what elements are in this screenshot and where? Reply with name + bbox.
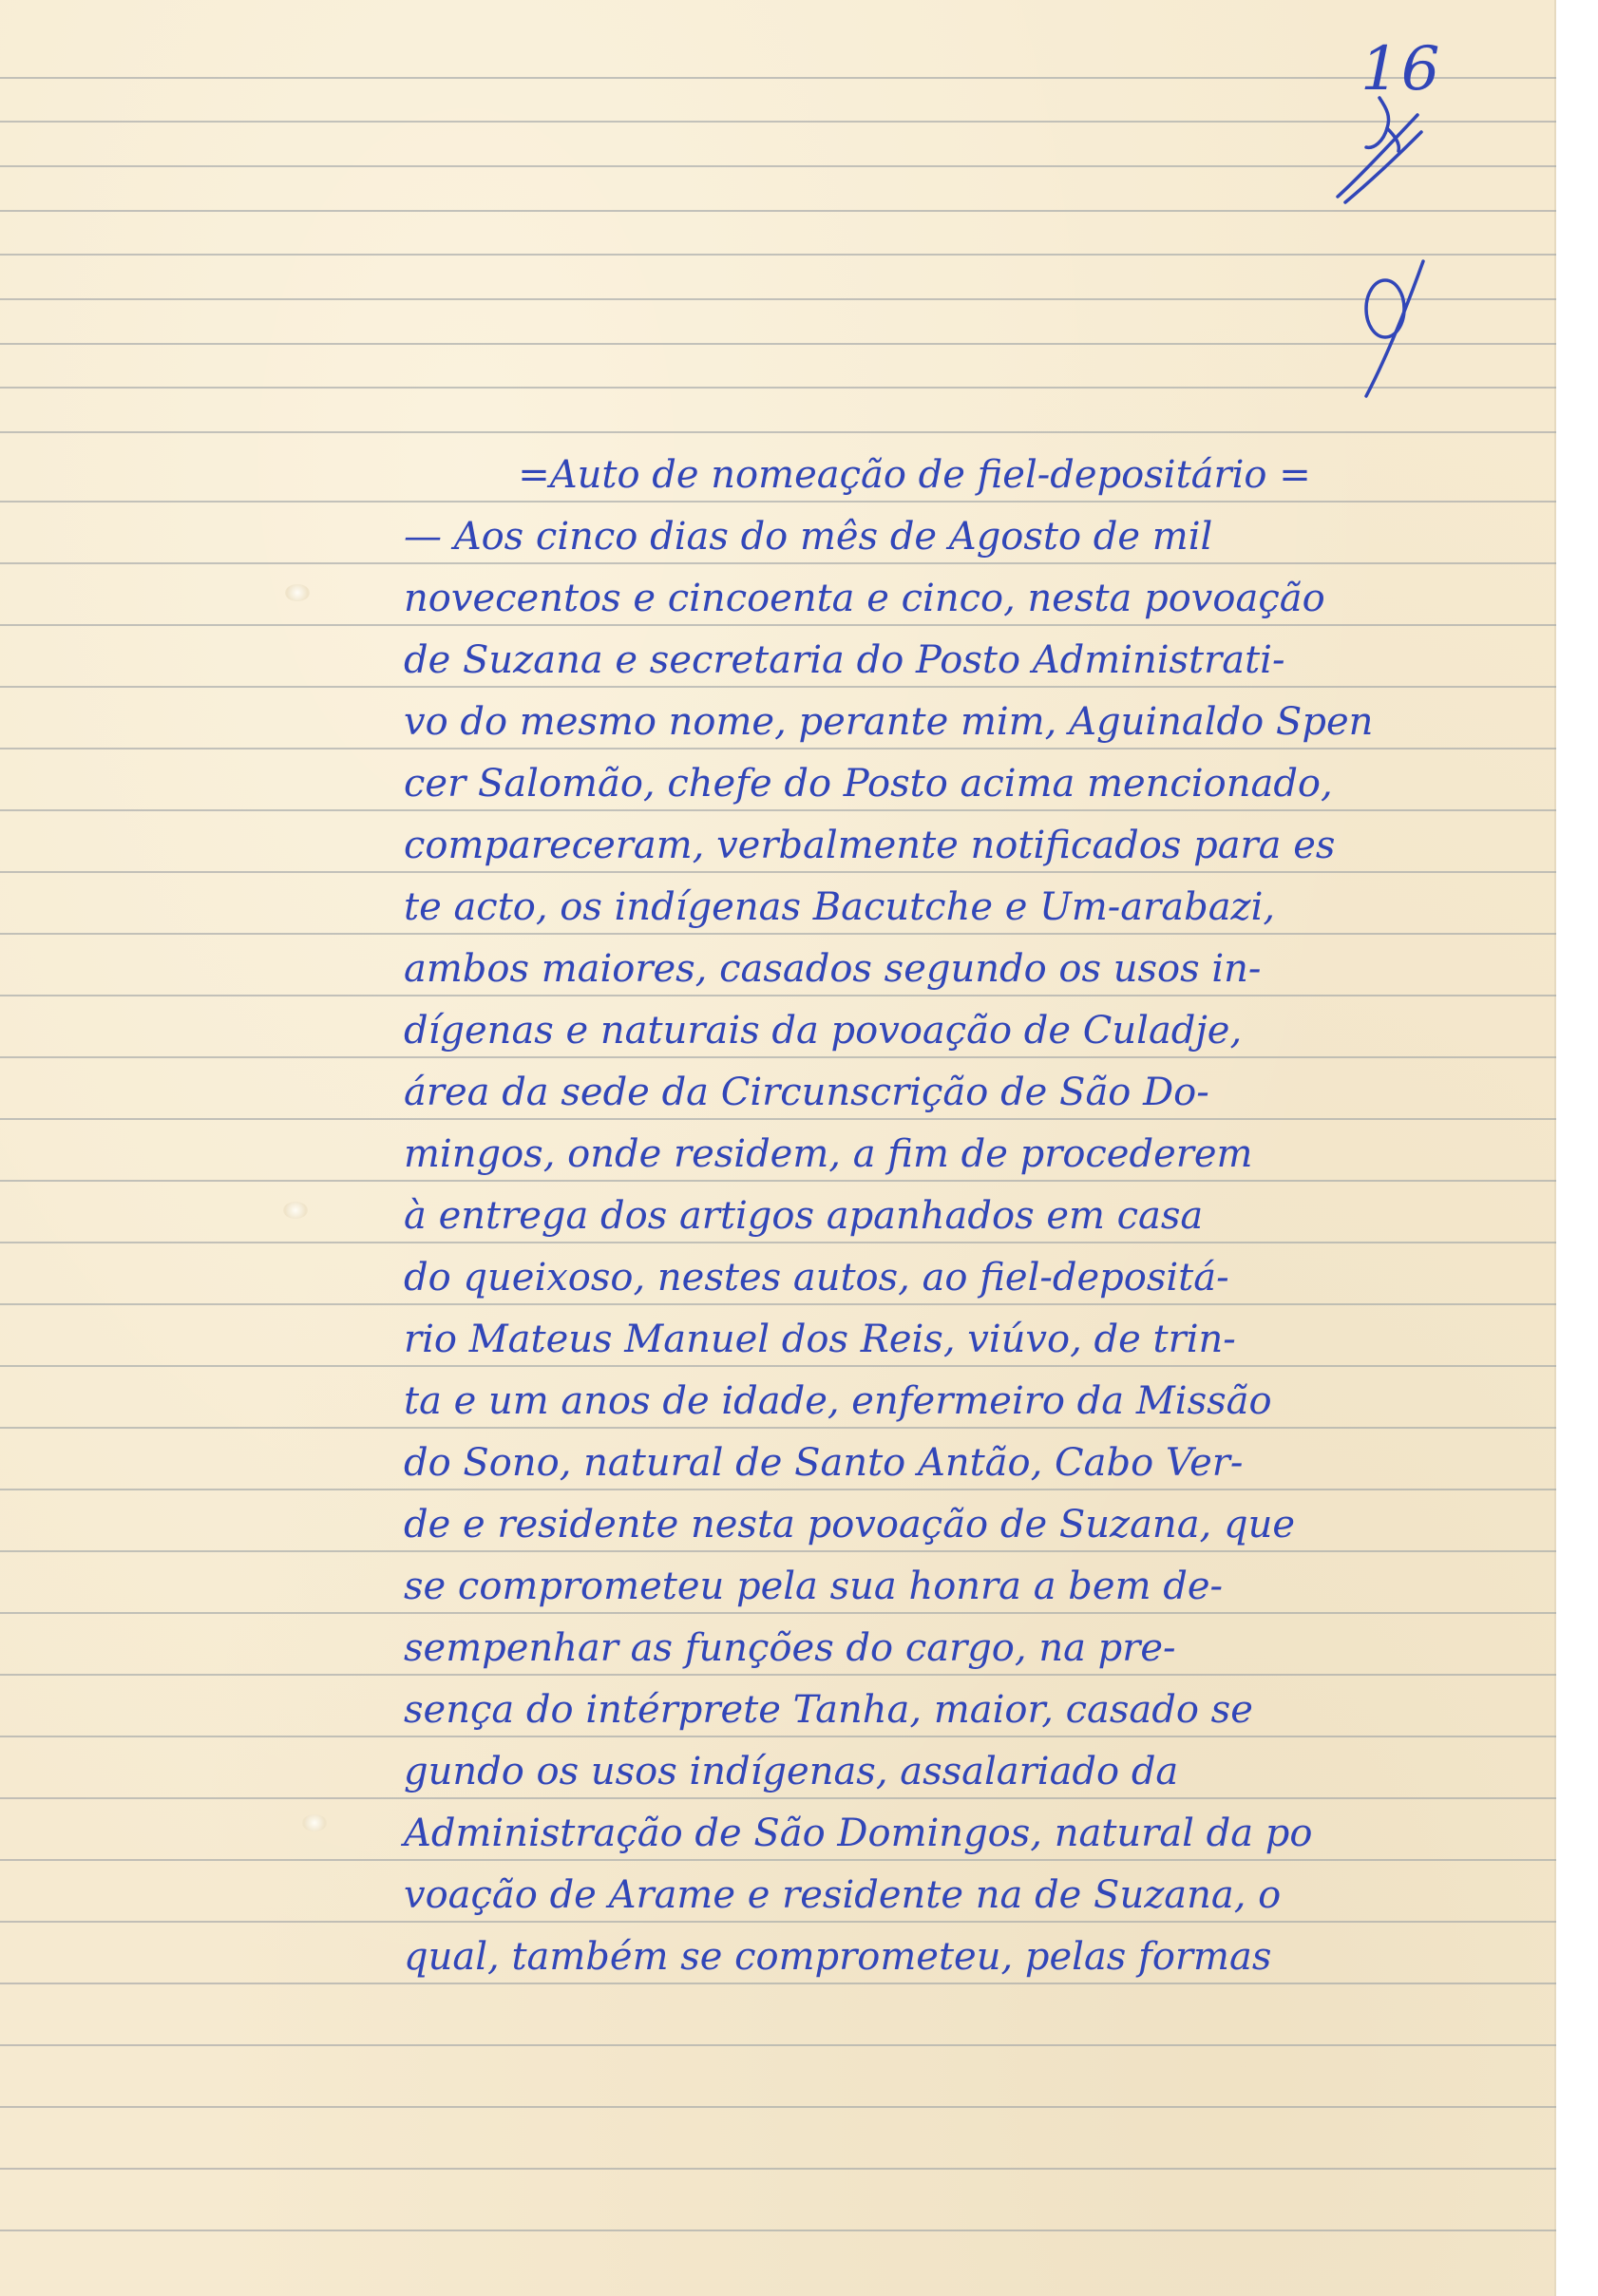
text-line: compareceram, verbalmente notificados para es: [404, 824, 1336, 867]
handwritten-record: [404, 445, 1425, 1988]
text-line: ambos maiores, casados segundo os usos in-: [404, 947, 1262, 991]
text-line: — Aos cinco dias do mês de Agosto de mil: [404, 515, 1213, 559]
punch-hole-middle: [283, 1202, 308, 1219]
punch-hole-bottom: [302, 1814, 327, 1831]
text-line: de e residente nesta povoação de Suzana, que: [404, 1503, 1296, 1546]
text-line: Administração de São Domingos, natural da po: [404, 1812, 1313, 1855]
text-line: área da sede da Circunscrição de São Do-: [404, 1071, 1209, 1114]
text-line: do queixoso, nestes autos, ao fiel-depositá-: [404, 1256, 1229, 1300]
text-line: cer Salomão, chefe do Posto acima mencionado,: [404, 762, 1333, 806]
text-line: novecentos e cincoenta e cinco, nesta povoação: [404, 577, 1325, 620]
record-title: =Auto de nomeação de fiel-depositário =: [518, 453, 1311, 497]
page-number: 16: [1360, 34, 1442, 104]
text-line: do Sono, natural de Santo Antão, Cabo Ver-: [404, 1441, 1244, 1485]
text-line: voação de Arame e residente na de Suzana, o: [404, 1873, 1282, 1917]
text-line: ta e um anos de idade, enfermeiro da Missão: [404, 1379, 1272, 1423]
text-line: se comprometeu pela sua honra a bem de-: [404, 1565, 1224, 1608]
text-line: rio Mateus Manuel dos Reis, viúvo, de trin-: [404, 1318, 1236, 1361]
rubric-initials: [1321, 90, 1435, 204]
text-line: à entrega dos artigos apanhados em casa: [404, 1194, 1204, 1238]
text-line: dígenas e naturais da povoação de Culadje,: [404, 1009, 1243, 1053]
text-line: te acto, os indígenas Bacutche e Um-arabazi,: [404, 885, 1276, 929]
punch-hole-top: [285, 584, 310, 601]
text-line: mingos, onde residem, a fim de procederem: [404, 1132, 1253, 1176]
slashed-zero-mark: [1340, 252, 1444, 404]
text-line: gundo os usos indígenas, assalariado da: [404, 1750, 1179, 1793]
text-line: vo do mesmo nome, perante mim, Aguinaldo Spen: [404, 700, 1374, 744]
text-line: qual, também se comprometeu, pelas formas: [404, 1935, 1272, 1979]
text-line: sença do intérprete Tanha, maior, casado se: [404, 1688, 1253, 1732]
text-line: de Suzana e secretaria do Posto Administrati-: [404, 638, 1285, 682]
text-line: sempenhar as funções do cargo, na pre-: [404, 1626, 1176, 1670]
